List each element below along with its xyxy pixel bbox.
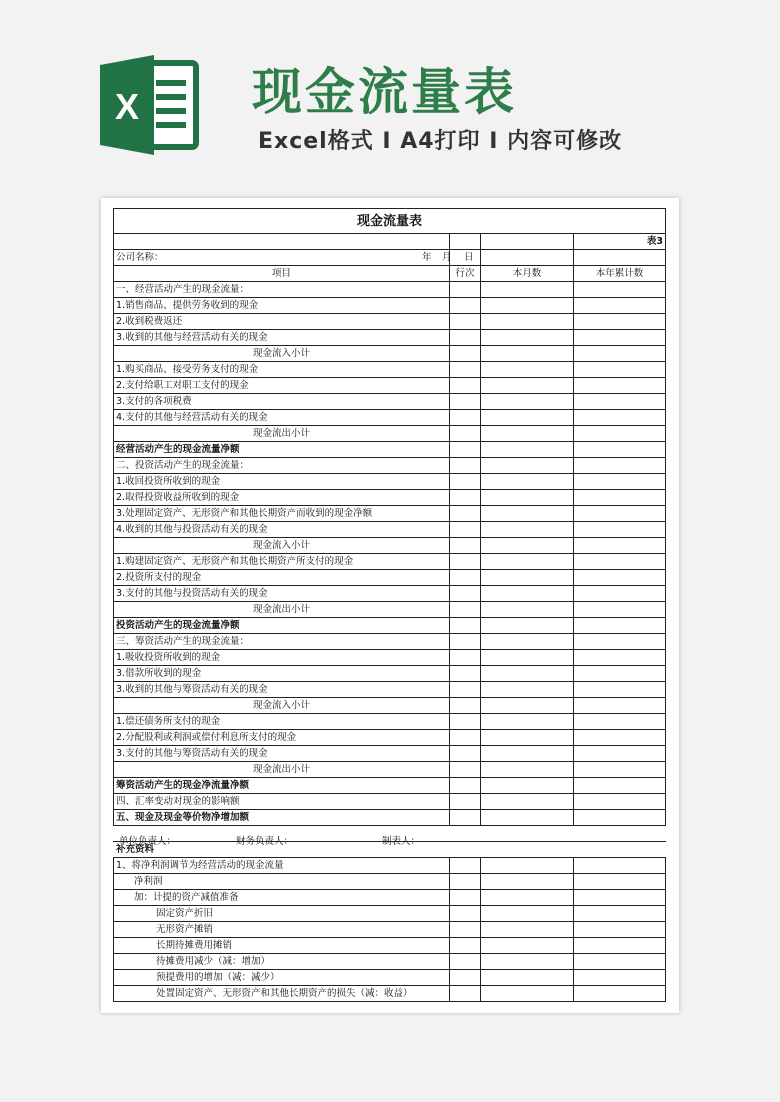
table-row xyxy=(114,362,666,378)
row-label: 2.支付给职工对职工支付的现金 xyxy=(114,378,450,394)
monthly-amount-cell[interactable] xyxy=(481,442,574,458)
table-row xyxy=(114,394,666,410)
monthly-amount-cell[interactable] xyxy=(481,682,574,698)
unit-head-label: 单位负责人： xyxy=(119,835,177,847)
excel-logo-icon xyxy=(100,55,198,155)
row-label: 2.分配股利或利润或偿付利息所支付的现金 xyxy=(114,730,450,746)
supplement-label: 待摊费用减少（减：增加） xyxy=(114,954,450,970)
row-label: 三、筹资活动产生的现金流量： xyxy=(114,634,450,650)
svg-text:X: X xyxy=(114,86,140,127)
table-row xyxy=(114,602,666,618)
line-number-cell[interactable] xyxy=(450,618,481,634)
monthly-amount-cell[interactable] xyxy=(481,698,574,714)
supplement-row xyxy=(114,986,666,1002)
monthly-amount-cell[interactable] xyxy=(481,394,574,410)
ytd-amount-cell[interactable] xyxy=(574,554,666,570)
table-row xyxy=(114,314,666,330)
table-row xyxy=(114,442,666,458)
table-row xyxy=(114,346,666,362)
line-number-cell[interactable] xyxy=(450,778,481,794)
line-number-cell[interactable] xyxy=(450,586,481,602)
monthly-amount-cell[interactable] xyxy=(481,730,574,746)
ytd-amount-cell[interactable] xyxy=(574,330,666,346)
line-number-cell[interactable] xyxy=(450,362,481,378)
row-label: 3.支付的其他与筹资活动有关的现金 xyxy=(114,746,450,762)
supplement-label: 净利润 xyxy=(114,874,450,890)
supplement-title: 补充资料 xyxy=(114,842,666,858)
table-row xyxy=(114,538,666,554)
row-label: 投资活动产生的现金流量净额 xyxy=(114,618,450,634)
ytd-amount-cell[interactable] xyxy=(574,378,666,394)
ytd-amount-cell[interactable] xyxy=(574,346,666,362)
row-label: 经营活动产生的现金流量净额 xyxy=(114,442,450,458)
line-number-cell[interactable] xyxy=(450,410,481,426)
table-row xyxy=(114,778,666,794)
ytd-amount-cell[interactable] xyxy=(574,410,666,426)
row-label: 2.取得投资收益所收到的现金 xyxy=(114,490,450,506)
company-name-label: 公司名称： xyxy=(116,252,164,263)
line-number-cell[interactable] xyxy=(450,890,481,906)
monthly-amount-cell[interactable] xyxy=(481,970,574,986)
table-row xyxy=(114,282,666,298)
line-number-cell[interactable] xyxy=(450,954,481,970)
monthly-amount-cell[interactable] xyxy=(481,714,574,730)
table-row xyxy=(114,378,666,394)
line-number-cell[interactable] xyxy=(450,650,481,666)
monthly-amount-cell[interactable] xyxy=(481,634,574,650)
line-number-cell[interactable] xyxy=(450,330,481,346)
monthly-amount-cell[interactable] xyxy=(481,858,574,874)
row-label: 1.吸收投资所收到的现金 xyxy=(114,650,450,666)
ytd-amount-cell[interactable] xyxy=(574,794,666,810)
row-label: 现金流入小计 xyxy=(114,538,450,554)
line-number-cell[interactable] xyxy=(450,730,481,746)
line-number-cell[interactable] xyxy=(450,922,481,938)
row-label: 二、投资活动产生的现金流量： xyxy=(114,458,450,474)
row-label: 3.收到的其他与经营活动有关的现金 xyxy=(114,330,450,346)
supplement-row xyxy=(114,970,666,986)
ytd-amount-cell[interactable] xyxy=(574,682,666,698)
monthly-amount-cell[interactable] xyxy=(481,410,574,426)
line-number-cell[interactable] xyxy=(450,442,481,458)
supplement-row xyxy=(114,954,666,970)
finance-head-label: 财务负责人： xyxy=(236,835,294,847)
table-row xyxy=(114,730,666,746)
line-number-cell[interactable] xyxy=(450,506,481,522)
line-number-cell[interactable] xyxy=(450,858,481,874)
line-number-cell[interactable] xyxy=(450,874,481,890)
ytd-amount-cell[interactable] xyxy=(574,890,666,906)
ytd-amount-cell[interactable] xyxy=(574,650,666,666)
table-row xyxy=(114,426,666,442)
table-row xyxy=(114,330,666,346)
row-label: 3.支付的各项税费 xyxy=(114,394,450,410)
spreadsheet-page xyxy=(101,198,679,1013)
supplement-label: 无形资产摊销 xyxy=(114,922,450,938)
line-number-cell[interactable] xyxy=(450,378,481,394)
table-row xyxy=(114,554,666,570)
ytd-amount-cell[interactable] xyxy=(574,314,666,330)
month-label: 月 xyxy=(442,252,452,263)
line-number-cell[interactable] xyxy=(450,538,481,554)
line-number-cell[interactable] xyxy=(450,554,481,570)
monthly-amount-cell[interactable] xyxy=(481,874,574,890)
table-row xyxy=(114,410,666,426)
monthly-amount-cell[interactable] xyxy=(481,954,574,970)
row-label: 3.处理固定资产、无形资产和其他长期资产而收到的现金净额 xyxy=(114,506,450,522)
ytd-amount-cell[interactable] xyxy=(574,602,666,618)
ytd-amount-cell[interactable] xyxy=(574,922,666,938)
line-number-cell[interactable] xyxy=(450,474,481,490)
line-number-cell[interactable] xyxy=(450,746,481,762)
ytd-amount-cell[interactable] xyxy=(574,394,666,410)
ytd-amount-cell[interactable] xyxy=(574,282,666,298)
table-row xyxy=(114,746,666,762)
row-label: 一、经营活动产生的现金流量： xyxy=(114,282,450,298)
ytd-amount-cell[interactable] xyxy=(574,698,666,714)
monthly-amount-cell[interactable] xyxy=(481,922,574,938)
monthly-amount-cell[interactable] xyxy=(481,554,574,570)
row-label: 现金流出小计 xyxy=(114,762,450,778)
monthly-amount-cell[interactable] xyxy=(481,490,574,506)
promo-header xyxy=(0,0,780,195)
page-title: 现金流量表 xyxy=(252,63,517,121)
line-number-cell[interactable] xyxy=(450,794,481,810)
ytd-amount-cell[interactable] xyxy=(574,362,666,378)
ytd-amount-cell[interactable] xyxy=(574,490,666,506)
row-label: 现金流入小计 xyxy=(114,698,450,714)
row-label: 1.偿还债务所支付的现金 xyxy=(114,714,450,730)
line-number-cell[interactable] xyxy=(450,682,481,698)
monthly-amount-cell[interactable] xyxy=(481,666,574,682)
monthly-amount-cell[interactable] xyxy=(481,906,574,922)
line-number-cell[interactable] xyxy=(450,458,481,474)
line-number-cell[interactable] xyxy=(450,282,481,298)
table-row xyxy=(114,650,666,666)
row-label: 四、汇率变动对现金的影响额 xyxy=(114,794,450,810)
cash-flow-table xyxy=(113,208,666,1002)
table-row xyxy=(114,794,666,810)
monthly-amount-cell[interactable] xyxy=(481,474,574,490)
line-number-cell[interactable] xyxy=(450,634,481,650)
ytd-amount-cell[interactable] xyxy=(574,426,666,442)
day-label: 日 xyxy=(464,252,474,263)
monthly-amount-cell[interactable] xyxy=(481,794,574,810)
line-number-cell[interactable] xyxy=(450,762,481,778)
monthly-amount-cell[interactable] xyxy=(481,458,574,474)
monthly-amount-cell[interactable] xyxy=(481,522,574,538)
table-row xyxy=(114,586,666,602)
ytd-amount-cell[interactable] xyxy=(574,522,666,538)
line-number-cell[interactable] xyxy=(450,698,481,714)
row-label: 现金流入小计 xyxy=(114,346,450,362)
table-row xyxy=(114,682,666,698)
ytd-amount-cell[interactable] xyxy=(574,618,666,634)
ytd-amount-cell[interactable] xyxy=(574,954,666,970)
supplement-row xyxy=(114,906,666,922)
year-label: 年 xyxy=(422,252,432,263)
row-label: 现金流出小计 xyxy=(114,602,450,618)
ytd-amount-cell[interactable] xyxy=(574,298,666,314)
ytd-amount-cell[interactable] xyxy=(574,666,666,682)
table-row xyxy=(114,698,666,714)
line-number-cell[interactable] xyxy=(450,986,481,1002)
monthly-amount-cell[interactable] xyxy=(481,650,574,666)
table-row xyxy=(114,458,666,474)
table-row xyxy=(114,570,666,586)
line-number-cell[interactable] xyxy=(450,570,481,586)
line-number-cell[interactable] xyxy=(450,522,481,538)
monthly-amount-cell[interactable] xyxy=(481,282,574,298)
monthly-amount-cell[interactable] xyxy=(481,314,574,330)
monthly-amount-cell[interactable] xyxy=(481,426,574,442)
monthly-amount-cell[interactable] xyxy=(481,810,574,826)
signature-row xyxy=(114,826,666,842)
preparer-label: 制表人： xyxy=(382,835,421,847)
line-number-cell[interactable] xyxy=(450,666,481,682)
supplement-label: 处置固定资产、无形资产和其他长期资产的损失（减：收益） xyxy=(114,986,450,1002)
row-label: 1.购买商品、接受劳务支付的现金 xyxy=(114,362,450,378)
ytd-amount-cell[interactable] xyxy=(574,874,666,890)
monthly-amount-cell[interactable] xyxy=(481,346,574,362)
monthly-amount-cell[interactable] xyxy=(481,890,574,906)
row-label: 五、现金及现金等价物净增加额 xyxy=(114,810,450,826)
monthly-amount-cell[interactable] xyxy=(481,538,574,554)
table-row xyxy=(114,666,666,682)
line-number-cell[interactable] xyxy=(450,810,481,826)
supplement-label: 预提费用的增加（减：减少） xyxy=(114,970,450,986)
row-label: 4.收到的其他与投资活动有关的现金 xyxy=(114,522,450,538)
ytd-amount-cell[interactable] xyxy=(574,858,666,874)
row-label: 2.投资所支付的现金 xyxy=(114,570,450,586)
table-number: 表3 xyxy=(574,234,666,250)
row-label: 1.收回投资所收到的现金 xyxy=(114,474,450,490)
column-header-line: 行次 xyxy=(450,266,481,282)
monthly-amount-cell[interactable] xyxy=(481,362,574,378)
table-row xyxy=(114,522,666,538)
supplement-row xyxy=(114,874,666,890)
table-row xyxy=(114,810,666,826)
supplement-row xyxy=(114,938,666,954)
supplement-label: 固定资产折旧 xyxy=(114,906,450,922)
table-row xyxy=(114,490,666,506)
table-row xyxy=(114,634,666,650)
ytd-amount-cell[interactable] xyxy=(574,730,666,746)
monthly-amount-cell[interactable] xyxy=(481,602,574,618)
row-label: 2.收到税费返还 xyxy=(114,314,450,330)
ytd-amount-cell[interactable] xyxy=(574,714,666,730)
monthly-amount-cell[interactable] xyxy=(481,618,574,634)
monthly-amount-cell[interactable] xyxy=(481,570,574,586)
monthly-amount-cell[interactable] xyxy=(481,986,574,1002)
monthly-amount-cell[interactable] xyxy=(481,746,574,762)
line-number-cell[interactable] xyxy=(450,490,481,506)
supplement-label: 长期待摊费用摊销 xyxy=(114,938,450,954)
table-row xyxy=(114,714,666,730)
table-row xyxy=(114,298,666,314)
table-row xyxy=(114,618,666,634)
ytd-amount-cell[interactable] xyxy=(574,986,666,1002)
row-label: 1.购建固定资产、无形资产和其他长期资产所支付的现金 xyxy=(114,554,450,570)
ytd-amount-cell[interactable] xyxy=(574,778,666,794)
row-label: 筹资活动产生的现金净流量净额 xyxy=(114,778,450,794)
ytd-amount-cell[interactable] xyxy=(574,570,666,586)
ytd-amount-cell[interactable] xyxy=(574,746,666,762)
row-label: 现金流出小计 xyxy=(114,426,450,442)
ytd-amount-cell[interactable] xyxy=(574,586,666,602)
ytd-amount-cell[interactable] xyxy=(574,506,666,522)
ytd-amount-cell[interactable] xyxy=(574,970,666,986)
supplement-row xyxy=(114,858,666,874)
row-label: 3.借款所收到的现金 xyxy=(114,666,450,682)
table-row xyxy=(114,474,666,490)
sheet-title: 现金流量表 xyxy=(114,209,666,234)
monthly-amount-cell[interactable] xyxy=(481,586,574,602)
row-label: 3.收到的其他与筹资活动有关的现金 xyxy=(114,682,450,698)
page-subtitle: Excel格式 Ⅰ A4打印 Ⅰ 内容可修改 xyxy=(258,129,623,154)
column-header-ytd: 本年累计数 xyxy=(574,266,666,282)
line-number-cell[interactable] xyxy=(450,714,481,730)
line-number-cell[interactable] xyxy=(450,970,481,986)
line-number-cell[interactable] xyxy=(450,906,481,922)
line-number-cell[interactable] xyxy=(450,314,481,330)
line-number-cell[interactable] xyxy=(450,394,481,410)
ytd-amount-cell[interactable] xyxy=(574,634,666,650)
table-row xyxy=(114,506,666,522)
monthly-amount-cell[interactable] xyxy=(481,762,574,778)
line-number-cell[interactable] xyxy=(450,938,481,954)
ytd-amount-cell[interactable] xyxy=(574,442,666,458)
ytd-amount-cell[interactable] xyxy=(574,906,666,922)
row-label: 4.支付的其他与经营活动有关的现金 xyxy=(114,410,450,426)
monthly-amount-cell[interactable] xyxy=(481,938,574,954)
monthly-amount-cell[interactable] xyxy=(481,330,574,346)
column-header-month: 本月数 xyxy=(481,266,574,282)
monthly-amount-cell[interactable] xyxy=(481,778,574,794)
supplement-label: 加：计提的资产减值准备 xyxy=(114,890,450,906)
monthly-amount-cell[interactable] xyxy=(481,506,574,522)
supplement-row xyxy=(114,890,666,906)
ytd-amount-cell[interactable] xyxy=(574,538,666,554)
column-header-item: 项目 xyxy=(114,266,450,282)
supplement-label: 1、将净利润调节为经营活动的现金流量 xyxy=(114,858,450,874)
row-label: 1.销售商品、提供劳务收到的现金 xyxy=(114,298,450,314)
line-number-cell[interactable] xyxy=(450,298,481,314)
row-label: 3.支付的其他与投资活动有关的现金 xyxy=(114,586,450,602)
table-row xyxy=(114,762,666,778)
supplement-row xyxy=(114,922,666,938)
ytd-amount-cell[interactable] xyxy=(574,458,666,474)
monthly-amount-cell[interactable] xyxy=(481,298,574,314)
monthly-amount-cell[interactable] xyxy=(481,378,574,394)
ytd-amount-cell[interactable] xyxy=(574,762,666,778)
ytd-amount-cell[interactable] xyxy=(574,938,666,954)
ytd-amount-cell[interactable] xyxy=(574,810,666,826)
line-number-cell[interactable] xyxy=(450,346,481,362)
line-number-cell[interactable] xyxy=(450,602,481,618)
ytd-amount-cell[interactable] xyxy=(574,474,666,490)
line-number-cell[interactable] xyxy=(450,426,481,442)
